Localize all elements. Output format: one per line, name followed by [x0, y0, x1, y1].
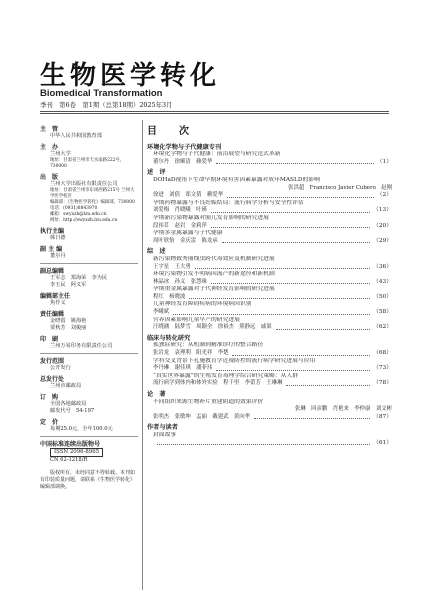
masthead-line: 中华人民共和国教育部 [50, 133, 102, 139]
toc-entry-authors-row [153, 294, 392, 302]
masthead-detail: 编辑部：《生物医学转化》编辑部，730000 [50, 200, 135, 205]
leader-dots [254, 414, 370, 420]
toc-entry-title[interactable]: 孕期新污染物暴露对胎儿发育影响的研究进展 [153, 214, 269, 221]
leader-dots [222, 238, 370, 244]
toc-page-number: （87） [373, 413, 392, 420]
leader-dots [157, 440, 370, 446]
masthead-block [40, 336, 138, 354]
toc-page-number: （2） [376, 192, 392, 199]
toc-entry[interactable] [147, 399, 392, 422]
toc-entry-authors-row [153, 192, 392, 200]
masthead-heading: 印 刷 [40, 336, 59, 343]
toc-entry-title[interactable]: 环境化学物与子代健康：前沿展望与研究范式革新 [153, 151, 281, 158]
toc-entry[interactable] [147, 200, 392, 215]
masthead-heading: 总发行处 [40, 376, 65, 383]
masthead-detail: 电话：(0931)8843970 [50, 206, 98, 211]
toc-entry-title[interactable]: 新污染物致秀丽线虫跨代毒效应及机制研究进展 [153, 255, 275, 262]
toc-entry-authors-row [153, 350, 392, 358]
toc-entry[interactable] [147, 151, 392, 166]
toc-entry-authors: 林晶冰 孙义 张慧珠 [153, 278, 207, 285]
toc-entry-authors: 张洪超 Francisco Javier Cubero 赵刚 [288, 184, 392, 191]
toc-entry-authors-row [153, 414, 392, 422]
masthead-heading: 执行主编 [40, 228, 65, 235]
toc-entry-title[interactable]: 封面故事 [153, 431, 177, 438]
masthead-line: 全国各地邮政局 [50, 401, 87, 407]
toc-entry-title[interactable]: 儿童神经发育障碍疾病的环境病因识别 [153, 301, 252, 308]
toc-entry[interactable] [147, 286, 392, 301]
toc-title: 目 次 [147, 126, 195, 137]
toc-entry-authors-row [153, 440, 392, 448]
toc-entry-title[interactable]: 孕期药物暴露与不良妊娠结局：流行病学分析与安全性评估 [153, 199, 304, 206]
masthead-rule [40, 436, 138, 437]
masthead-block [40, 293, 138, 307]
masthead-block [40, 228, 138, 242]
masthead-detail: 邮箱：swyxzh@lzu.edu.cn [50, 212, 107, 217]
masthead-block [40, 174, 138, 224]
masthead-block [40, 246, 138, 264]
toc-entry-authors: 程红 杨晓波 [153, 293, 186, 300]
toc-entry-authors: 王宇星 王大勇 [153, 263, 191, 270]
masthead-heading: 副总编辑 [40, 268, 65, 275]
masthead-heading: 副 主 编 [40, 246, 63, 253]
leader-dots [211, 223, 370, 229]
table-of-contents [147, 128, 392, 447]
toc-entry-title[interactable]: 营养因素影响儿童早产的研究进展 [153, 316, 240, 323]
leader-dots [227, 192, 374, 198]
masthead-heading: 定 价 [40, 419, 59, 426]
masthead-block [40, 126, 138, 140]
toc-page-number: （20） [373, 222, 392, 229]
toc-entry-authors: 董尔丹 徐顺清 赖爱华 [153, 158, 213, 165]
journal-title-cn: 生物医学转化 [40, 61, 221, 91]
toc-entry[interactable] [147, 373, 392, 388]
masthead-line: 每期25.0元，全年100.0元 [50, 426, 113, 432]
toc-entry-title[interactable]: 孤独症研究：从机制到精准诊疗的整合路径 [153, 342, 264, 349]
toc-entry-title[interactable]: 学科交叉背景下孔施教育学近视防控的流行病学研究进展与应用 [153, 357, 316, 364]
toc-page-number: （36） [373, 263, 392, 270]
column-divider [142, 120, 143, 590]
toc-entry-authors: 张琳 回彦鹏 肖艳来 李仲康 刘文彬 [294, 406, 392, 413]
masthead-block [40, 144, 138, 170]
issn-number: ISSN 2096-8965 [50, 448, 103, 457]
leader-dots [211, 279, 370, 285]
masthead-detail: 地址：甘肃省兰州市东岗西路215号 兰州大学医学校区 [50, 188, 135, 199]
toc-entry-authors: 周叶欣怡 金庆雷 陈龙承 [153, 237, 218, 244]
toc-page-number: （58） [373, 309, 392, 316]
masthead-heading: 中国标准连续出版物号 [40, 441, 101, 448]
toc-entry-title[interactable]: 环境污染物引发不明病因流产的新途径和新机制 [153, 271, 275, 278]
toc-page-number: （68） [373, 350, 392, 357]
toc-page-number: （1） [376, 158, 392, 165]
toc-entry[interactable] [147, 358, 392, 373]
masthead-rule [40, 353, 138, 354]
toc-section-heading: 环境化学物与子代健康专刊 [147, 143, 222, 151]
toc-entry-title[interactable]: 孕期多金属暴露与子代健康 [153, 230, 223, 237]
toc-page-number: （13） [373, 207, 392, 214]
masthead-line: 兰州大学出版社有限责任公司 [50, 181, 118, 187]
toc-entry-authors-row [153, 309, 392, 317]
toc-entry-title[interactable]: DOHaD视角下生命早期环境有害因素暴露对成年MASLD的影响 [153, 176, 320, 183]
toc-section-heading: 论 著 [147, 391, 166, 398]
leader-dots [211, 207, 370, 213]
issue-line: 季刊 第6卷 第1期（总第18期）2025年3月 [40, 101, 173, 109]
leader-dots [173, 309, 370, 315]
masthead-block [40, 311, 138, 332]
toc-section-heading: 临床与转化研究 [147, 334, 191, 342]
toc-entry-authors-row [153, 207, 392, 215]
leader-dots [232, 350, 370, 356]
masthead-block [40, 268, 138, 289]
toc-page-number: （61） [373, 439, 392, 446]
cn-number: CN 62-1218/R [50, 457, 88, 463]
toc-entry-authors: 段祎茗 赵岩 金莉萍 [153, 222, 207, 229]
masthead-block [40, 394, 138, 415]
toc-entry-authors: 张岩龙 袁理利 阳光祥 李楚 [153, 350, 229, 357]
toc-entry-title[interactable]: 不同组织来源生物补片重建阴道的效果评价 [153, 398, 264, 405]
copyright-note: 版权所有，未经同意不得转载。本刊如有印装质量问题，请联系《生物医学转化》编辑部调换。 [40, 470, 136, 490]
toc-entry-authors-row [153, 279, 392, 287]
toc-entry-authors-row [153, 238, 392, 246]
toc-entry-authors: 李丹琳 谢佳琪 潘菲玮 [153, 365, 213, 372]
toc-entry-authors: 徐进 刘倩 郑文倩 赖爱华 [153, 192, 224, 199]
masthead-heading: 出 版 [40, 174, 59, 181]
masthead-line: 韩日德 [50, 235, 66, 241]
masthead-block [40, 419, 138, 437]
toc-entry-authors: 汪晓涵 陆梦雪 周颖全 徐裕杰 熊静远 戚果 [153, 324, 272, 331]
toc-page-number: （43） [373, 278, 392, 285]
masthead-line: 焦作义 [50, 300, 66, 306]
toc-entry[interactable] [147, 301, 392, 316]
toc-entry-authors: 李曦斌 [153, 309, 170, 316]
masthead-heading: 责任编辑 [40, 311, 65, 318]
masthead-block [40, 441, 138, 464]
journal-title-en: Biomedical Transformation [40, 88, 163, 99]
masthead-detail: 地址：甘肃省兰州市天水南路222号，730000 [50, 158, 125, 169]
toc-entry-title[interactable]: 孕期重金属暴露对子代神经发育影响的研究进展 [153, 286, 275, 293]
toc-entry-authors-row [153, 159, 392, 167]
masthead-line: 李玉民 阿义军 [50, 282, 87, 288]
masthead-heading: 主 办 [40, 144, 59, 151]
toc-entry-authors: 流行病学到体内和体外实验 程千里 李蕾芳 王琳琳 [153, 380, 283, 387]
masthead-detail: 网址：http://swyxzh.lzu.edu.cn [50, 218, 118, 223]
masthead-heading: 发行范围 [40, 358, 65, 365]
toc-section-heading: 述 评 [147, 169, 166, 177]
leader-dots [189, 294, 370, 300]
toc-entry[interactable] [147, 432, 392, 447]
toc-entry[interactable] [147, 177, 392, 200]
masthead-heading: 编辑部主任 [40, 293, 71, 300]
leader-dots [216, 159, 373, 165]
toc-entry-authors-row [153, 365, 392, 373]
masthead-line: 公开发行 [50, 365, 71, 371]
toc-entry[interactable] [147, 230, 392, 245]
toc-entry-authors-row [153, 264, 392, 272]
leader-dots [195, 264, 370, 270]
toc-page-number: （73） [373, 365, 392, 372]
toc-entry[interactable] [147, 317, 392, 332]
toc-entry-authors: 刘爱梅 肖晓曦 叶瑛 [153, 207, 207, 214]
masthead-column [40, 122, 138, 491]
toc-entry[interactable] [147, 256, 392, 271]
masthead-heading: 主 管 [40, 126, 59, 133]
masthead-line: 贾秋芳 刘俊丽 [50, 325, 87, 331]
toc-page-number: （50） [373, 293, 392, 300]
masthead-line: 邮发代号 54-197 [50, 408, 95, 414]
masthead-line: 金晓霞 姚海艳 [50, 318, 87, 324]
masthead-rule [40, 263, 138, 264]
toc-section-heading: 综 述 [147, 248, 166, 256]
toc-entry[interactable] [147, 215, 392, 230]
toc-entry-authors-row [153, 324, 392, 332]
leader-dots [286, 380, 370, 386]
header-rule [40, 111, 389, 112]
toc-page-number: （78） [373, 380, 392, 387]
masthead-line: 兰州大学 [50, 151, 71, 157]
masthead-line: 董尔丹 [50, 253, 66, 259]
toc-entry-authors: 张明杰 张敏坤 孟丽 戴建武 黄向华 [153, 413, 251, 420]
masthead-block [40, 376, 138, 390]
masthead-block [40, 358, 138, 372]
leader-dots [216, 365, 370, 371]
toc-entry-authors-row [153, 406, 392, 414]
toc-page-number: （62） [373, 324, 392, 331]
toc-entry[interactable] [147, 271, 392, 286]
header-rule-thin [40, 113, 389, 114]
masthead-heading: 订 购 [40, 394, 59, 401]
toc-entry-authors-row [153, 380, 392, 388]
toc-page-number: （29） [373, 237, 392, 244]
toc-entry-authors-row [153, 223, 392, 231]
toc-entry-title[interactable]: “真实世界暴露”的生殖发育毒理学综合研究策略：从人群 [153, 372, 299, 379]
toc-entry[interactable] [147, 342, 392, 357]
masthead-line: 王军志 郑海荣 李为民 [50, 275, 108, 281]
masthead-line: 兰州市邮政局 [50, 383, 82, 389]
leader-dots [276, 324, 370, 330]
masthead-line: 兰州万易印务有限责任公司 [50, 343, 113, 349]
toc-section-heading: 作者与读者 [147, 424, 178, 432]
